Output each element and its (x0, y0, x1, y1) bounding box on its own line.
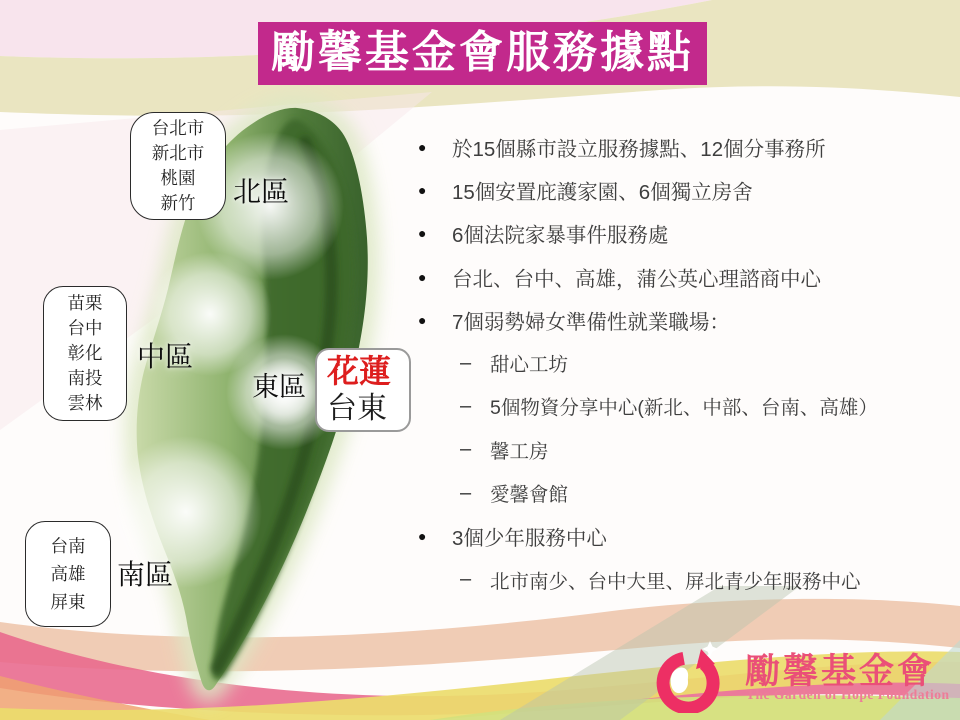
sub-bullet-item (412, 558, 960, 601)
east-city: 台東 (327, 392, 387, 425)
dash-marker-icon: – (460, 351, 472, 374)
city-line: 彰化 (67, 343, 103, 363)
sub-bullet-text: 5個物資分享中心(新北、中部、台南、高雄） (490, 397, 878, 420)
bullet-text: 15個安置庇護家園、6個獨立房舍 (452, 180, 753, 204)
bullet-text: 台北、台中、高雄，蒲公英心理諮商中心 (452, 267, 821, 291)
bullet-item (412, 168, 960, 211)
bullet-item (412, 298, 960, 341)
sub-bullet-item (412, 471, 960, 514)
city-line: 新北市 (151, 143, 205, 163)
north-cities-box (130, 112, 226, 220)
sub-bullet-text: 北市南少、台中大里、屏北青少年服務中心 (490, 570, 861, 593)
bullet-item (412, 515, 960, 558)
city-line: 台中 (67, 318, 103, 338)
city-line: 台北市 (151, 118, 205, 138)
region-label-north: 北區 (233, 176, 290, 207)
dash-marker-icon: – (460, 438, 472, 461)
bullet-item (412, 255, 960, 298)
dash-marker-icon: – (460, 394, 472, 417)
south-cities-box (25, 521, 111, 627)
city-line: 桃園 (160, 168, 196, 188)
bullet-text: 6個法院家暴事件服務處 (452, 224, 669, 248)
city-line: 高雄 (50, 564, 86, 584)
service-bullet-list (412, 125, 960, 601)
east-cities-box (315, 348, 411, 432)
east-city-highlight: 花蓮 (327, 353, 392, 389)
bullet-item (412, 212, 960, 255)
garden-of-hope-logo-icon (652, 641, 734, 713)
sub-bullet-item (412, 385, 960, 428)
foundation-subtitle: The Garden of Hope Foundation (746, 687, 950, 702)
sub-bullet-item (412, 428, 960, 471)
foundation-logo (652, 639, 952, 714)
bullet-text: 7個弱勢婦女準備性就業職場： (452, 310, 730, 334)
bullet-marker-icon: ● (418, 268, 427, 285)
city-line: 屏東 (50, 592, 86, 612)
region-label-central: 中區 (137, 341, 194, 372)
bullet-marker-icon: ● (418, 181, 427, 198)
city-line: 苗栗 (67, 293, 103, 313)
dash-marker-icon: – (460, 568, 472, 591)
bullet-marker-icon: ● (418, 528, 427, 545)
dash-marker-icon: – (460, 481, 472, 504)
bullet-text: 於15個縣市設立服務據點、12個分事務所 (452, 137, 826, 161)
bullet-marker-icon: ● (418, 138, 427, 155)
city-line: 雲林 (67, 393, 103, 413)
sub-bullet-text: 愛馨會館 (490, 484, 569, 507)
sub-bullet-text: 馨工房 (490, 440, 549, 463)
city-line: 南投 (67, 368, 103, 388)
sub-bullet-item (412, 341, 960, 384)
bullet-text: 3個少年服務中心 (452, 527, 607, 551)
bullet-item (412, 125, 960, 168)
central-cities-box (43, 286, 127, 421)
bullet-marker-icon: ● (418, 311, 427, 328)
city-line: 新竹 (160, 193, 196, 213)
region-label-east: 東區 (252, 372, 306, 402)
region-label-south: 南區 (117, 559, 174, 590)
city-line: 台南 (50, 536, 86, 556)
page-title: 勵馨基金會服務據點 (258, 22, 707, 85)
sub-bullet-text: 甜心工坊 (490, 354, 569, 377)
bullet-marker-icon: ● (418, 225, 427, 242)
foundation-name: 勵馨基金會 (745, 652, 936, 691)
